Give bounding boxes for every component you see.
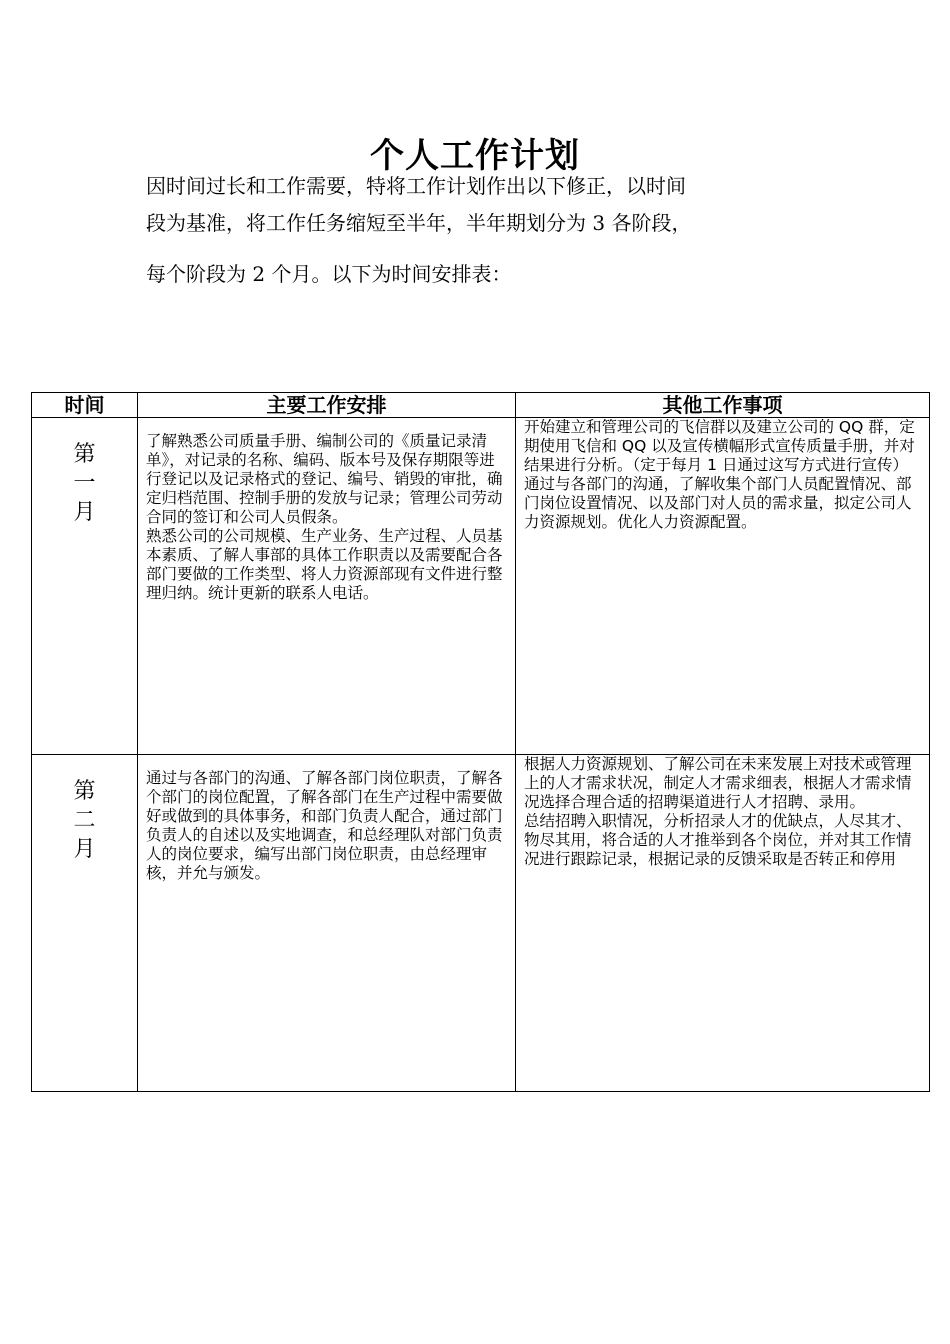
other-matters-cell xyxy=(516,418,930,755)
schedule-table xyxy=(31,392,930,1092)
main-work-cell xyxy=(138,755,516,1092)
intro-line-3: 每个阶段为 2 个月。以下为时间安排表： xyxy=(146,262,512,286)
header-main-work: 主要工作安排 xyxy=(138,393,516,418)
month-cell xyxy=(32,418,138,755)
table-row xyxy=(32,755,930,1092)
header-time: 时间 xyxy=(32,393,138,418)
intro-line-1: 因时间过长和工作需要，特将工作计划作出以下修正，以时间 xyxy=(146,174,686,198)
other-matters-text: 根据人力资源规划、了解公司在未来发展上对技术或管理上的人才需求状况，制定人才需求细表，根据人才需求情况选择合理合适的招聘渠道进行人才招聘、录用。 总结招聘入职情况，分析招录人才的优缺点，人尽其才、物尽其用，将合适的人才推举到各个岗位，并对其工作情况进行跟踪记录，根据记录的反馈采取是否转正和停用 xyxy=(524,755,912,868)
other-matters-cell xyxy=(516,755,930,1092)
main-work-text: 通过与各部门的沟通、了解各部门岗位职责，了解各个部门的岗位配置，了解各部门在生产过程中需要做好或做到的具体事务，和部门负责人配合，通过部门负责人的自述以及实地调查，和总经理队对部门负责人的岗位要求，编写出部门岗位职责，由总经理审核，并允与颁发。 xyxy=(146,769,503,882)
main-work-text: 了解熟悉公司质量手册、编制公司的《质量记录清单》，对记录的名称、编码、版本号及保存期限等进行登记以及记录格式的登记、编号、销毁的审批，确定归档范围、控制手册的发放与记录；管理公司劳动合同的签订和公司人员假条。 熟悉公司的公司规模、生产业务、生产过程、人员基本素质、了解人事部的具体工作职责以及需要配合各部门要做的工作类型、将人力资源部现有文件进行整理归纳。统计更新的联系人电话。 xyxy=(146,432,503,602)
document-title: 个人工作计划 xyxy=(370,136,580,176)
month-label: 第一月 xyxy=(73,442,96,525)
intro-line-2: 段为基准，将工作任务缩短至半年，半年期划分为 3 各阶段， xyxy=(146,211,692,235)
table-row xyxy=(32,418,930,755)
other-matters-text: 开始建立和管理公司的飞信群以及建立公司的 QQ 群，定期使用飞信和 QQ 以及宣传横幅形式宣传质量手册，并对结果进行分析。（定于每月 1 日通过这写方式进行宣传） 通过与各部门的沟通，了解收集个部门人员配置情况、部门岗位设置情况、以及部门对人员的需求量，拟定公司人力资源规划。优化人力资源配置。 xyxy=(524,418,915,531)
header-other-matters: 其他工作事项 xyxy=(516,393,930,418)
main-work-cell xyxy=(138,418,516,755)
month-label: 第二月 xyxy=(73,779,96,862)
table-header-row xyxy=(32,393,930,418)
month-cell xyxy=(32,755,138,1092)
